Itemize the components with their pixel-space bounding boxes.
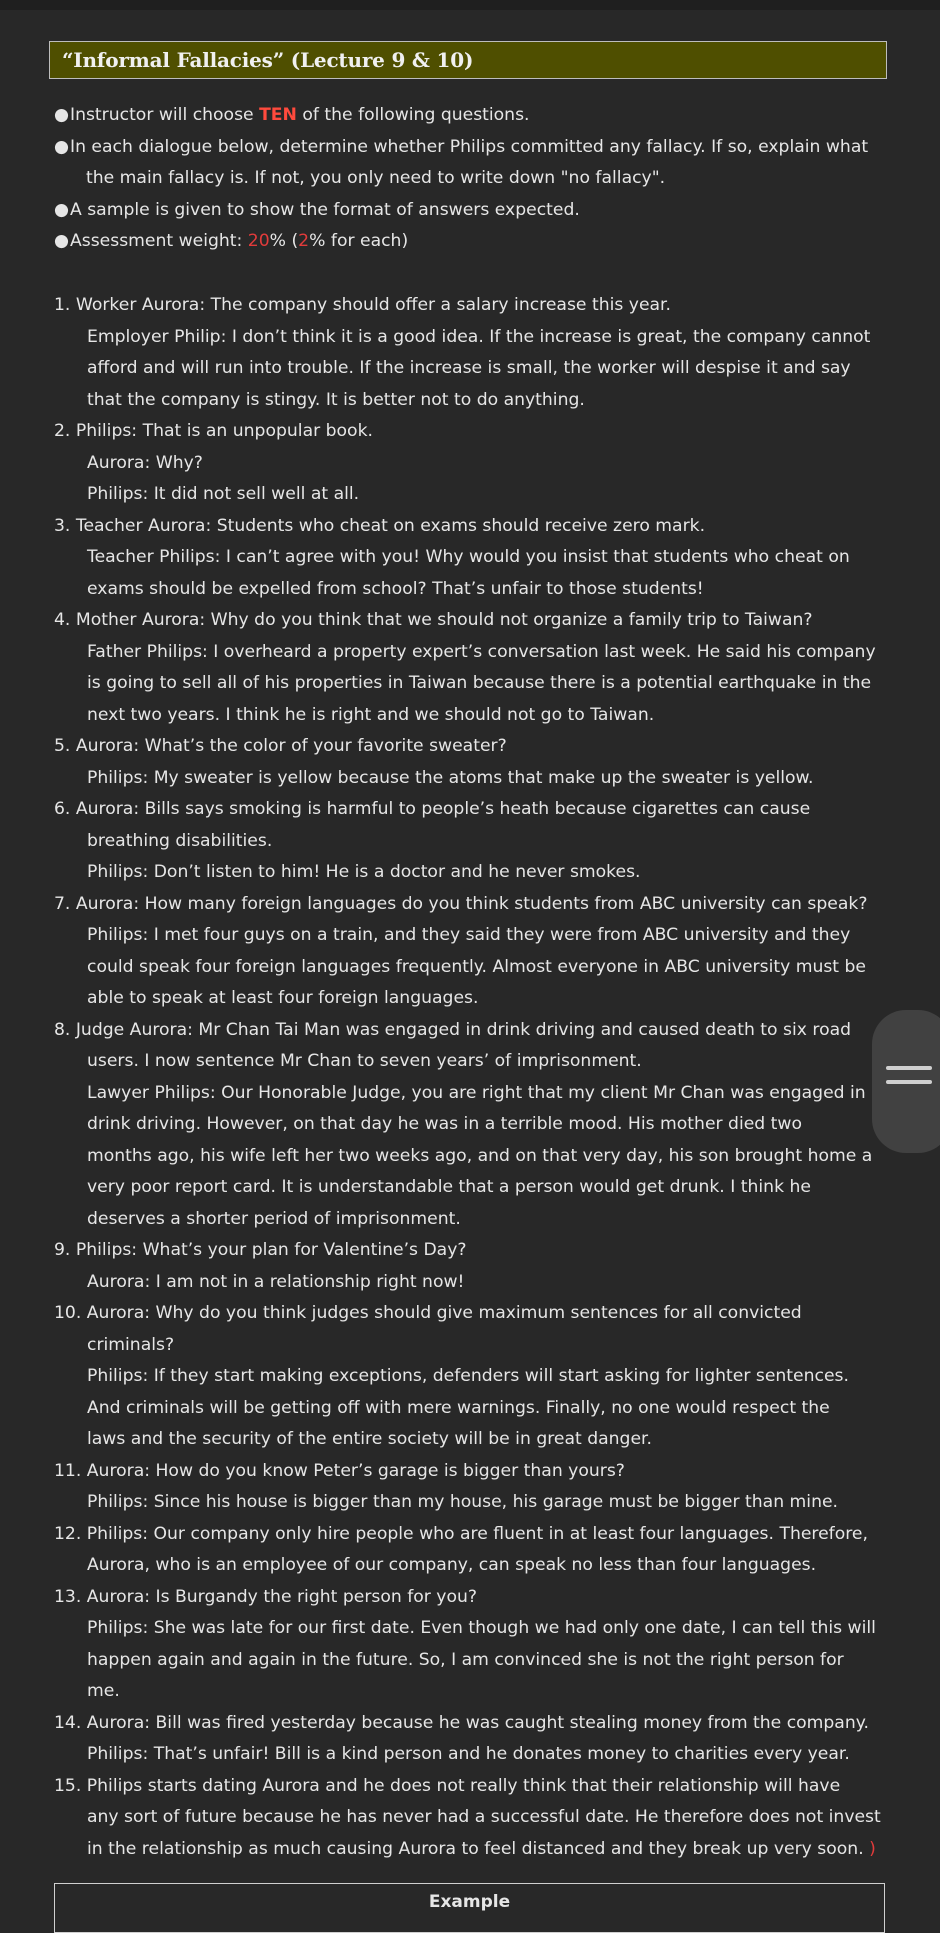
question-continuation: next two years. I think he is right and we should not go to Taiwan. [87, 704, 655, 725]
question-line: 11. Aurora: How do you know Peter’s garage is bigger than yours? [54, 1460, 625, 1481]
question-continuation: Lawyer Philips: Our Honorable Judge, you are right that my client Mr Chan was engaged in [87, 1082, 866, 1103]
instruction-text: % for each) [309, 231, 409, 251]
grip-line-icon [886, 1066, 932, 1070]
instruction-text: the main fallacy is. If not, you only need to write down "no fallacy". [86, 168, 666, 188]
question-item [54, 1235, 889, 1298]
question-continuation: criminals? [87, 1334, 175, 1355]
instruction-item [54, 226, 890, 258]
question-line: 7. Aurora: How many foreign languages do you think students from ABC university can speak? [54, 893, 868, 914]
question-line: 10. Aurora: Why do you think judges should give maximum sentences for all convicted [54, 1303, 802, 1323]
question-item [54, 1456, 889, 1519]
question-continuation: happen again and again in the future. So, I am convinced she is not the right person for [87, 1649, 844, 1670]
bullet-icon: ● [54, 199, 69, 220]
question-item [54, 1519, 889, 1582]
emphasis-ten: TEN [259, 105, 297, 125]
question-line: 15. Philips starts dating Aurora and he does not really think that their relationship will have [54, 1775, 841, 1796]
question-continuation: afford and will run into trouble. If the increase is small, the worker will despise it and say [87, 358, 851, 378]
question-item [54, 511, 889, 606]
question-item [54, 1708, 889, 1771]
question-item [54, 731, 889, 794]
bullet-icon: ● [54, 136, 69, 157]
question-continuation: Aurora, who is an employee of our company, can speak no less than four languages. [87, 1555, 817, 1575]
question-continuation: Philips: Since his house is bigger than my house, his garage must be bigger than mine. [87, 1492, 839, 1512]
question-line: 14. Aurora: Bill was fired yesterday because he was caught stealing money from the company. [54, 1712, 869, 1733]
top-bar [0, 0, 940, 10]
question-line: 4. Mother Aurora: Why do you think that we should not organize a family trip to Taiwan? [54, 610, 813, 630]
grip-line-icon [886, 1080, 932, 1084]
instructions-list [54, 100, 890, 258]
question-continuation: Employer Philip: I don’t think it is a good idea. If the increase is great, the company cannot [87, 326, 871, 347]
bullet-icon: ● [54, 231, 69, 251]
question-continuation: And criminals will be getting off with mere warnings. Finally, no one would respect the [87, 1397, 830, 1418]
question-item [54, 889, 889, 1015]
question-continuation: able to speak at least four foreign languages. [87, 988, 479, 1008]
question-continuation: Philips: That’s unfair! Bill is a kind person and he donates money to charities every year. [87, 1744, 850, 1764]
instruction-text: Assessment weight: [70, 231, 248, 251]
question-item [54, 1298, 889, 1456]
question-continuation: users. I now sentence Mr Chan to seven years’ of imprisonment. [87, 1051, 642, 1071]
question-continuation: breathing disabilities. [87, 830, 273, 851]
question-continuation: deserves a shorter period of imprisonment. [87, 1208, 461, 1229]
page-title: “Informal Fallacies” (Lecture 9 & 10) [62, 48, 474, 72]
instruction-text: In each dialogue below, determine whether Philips committed any fallacy. If so, explain what [70, 136, 869, 157]
question-item [54, 1771, 889, 1866]
weight-each: 2 [298, 231, 310, 251]
question-item [54, 290, 889, 416]
question-continuation: Philips: I met four guys on a train, and they said they were from ABC university and they [87, 925, 851, 945]
example-label: Example [428, 1892, 511, 1912]
question-line: 1. Worker Aurora: The company should offer a salary increase this year. [54, 295, 672, 315]
question-continuation: months ago, his wife left her two weeks ago, and on that very day, his son brought home a [87, 1145, 873, 1166]
question-line: 3. Teacher Aurora: Students who cheat on exams should receive zero mark. [54, 515, 706, 536]
question-continuation: Father Philips: I overheard a property expert’s conversation last week. He said his company [87, 641, 876, 662]
question-item [54, 1582, 889, 1708]
question-continuation: that the company is stingy. It is better not to do anything. [87, 389, 585, 410]
question-continuation: any sort of future because he has never had a successful date. He therefore does not invest [87, 1807, 881, 1827]
question-item [54, 1015, 889, 1236]
question-line: 8. Judge Aurora: Mr Chan Tai Man was engaged in drink driving and caused death to six road [54, 1019, 852, 1040]
question-line: 12. Philips: Our company only hire people who are fluent in at least four languages. Therefore, [54, 1523, 868, 1544]
question-continuation: exams should be expelled from school? That’s unfair to those students! [87, 578, 704, 599]
question-continuation: Teacher Philips: I can’t agree with you! Why would you insist that students who cheat on [87, 547, 850, 567]
scroll-handle[interactable] [872, 1010, 940, 1153]
question-continuation [54, 1834, 889, 1866]
instruction-text: Instructor will choose [70, 105, 260, 125]
question-continuation: Aurora: I am not in a relationship right now! [87, 1271, 465, 1292]
question-line: 2. Philips: That is an unpopular book. [54, 421, 373, 441]
question-item [54, 605, 889, 731]
question-continuation: Philips: If they start making exceptions, defenders will start asking for lighter sentences. [87, 1366, 849, 1386]
question-continuation: drink driving. However, on that day he was in a terrible mood. His mother died two [87, 1114, 802, 1134]
question-continuation: laws and the security of the entire society will be in great danger. [87, 1429, 652, 1449]
question-continuation: could speak four foreign languages frequently. Almost everyone in ABC university must be [87, 956, 866, 977]
instruction-item [54, 100, 890, 132]
question-item [54, 416, 889, 511]
instruction-text: % ( [269, 231, 299, 251]
question-list [54, 290, 889, 1865]
title-banner [49, 41, 887, 79]
question-continuation: Aurora: Why? [87, 452, 203, 473]
question-line: 13. Aurora: Is Burgandy the right person for you? [54, 1586, 478, 1607]
question-continuation: Philips: My sweater is yellow because the atoms that make up the sweater is yellow. [87, 767, 814, 788]
question-line: 6. Aurora: Bills says smoking is harmful to people’s heath because cigarettes can cause [54, 799, 811, 819]
question-line: 5. Aurora: What’s the color of your favorite sweater? [54, 736, 507, 756]
question-line: 9. Philips: What’s your plan for Valentine’s Day? [54, 1240, 467, 1260]
question-item [54, 794, 889, 889]
instruction-text: of the following questions. [296, 105, 530, 125]
instruction-item [54, 195, 890, 227]
question-continuation: is going to sell all of his properties in Taiwan because there is a potential earthquake in the [87, 673, 872, 693]
example-box [54, 1883, 885, 1933]
question-continuation: Philips: It did not sell well at all. [87, 484, 360, 504]
trailing-mark: ) [869, 1838, 876, 1859]
instruction-text: A sample is given to show the format of answers expected. [70, 199, 580, 220]
question-continuation: Philips: Don’t listen to him! He is a doctor and he never smokes. [87, 862, 641, 882]
question-text: in the relationship as much causing Aurora to feel distanced and they break up very soon. [87, 1838, 864, 1859]
question-continuation: Philips: She was late for our first date. Even though we had only one date, I can tell this will [87, 1618, 876, 1638]
question-continuation: me. [87, 1681, 120, 1701]
question-continuation: very poor report card. It is understandable that a person would get drunk. I think he [87, 1177, 811, 1197]
bullet-icon: ● [54, 105, 69, 125]
weight-percent: 20 [247, 231, 270, 251]
instruction-item [54, 132, 890, 195]
